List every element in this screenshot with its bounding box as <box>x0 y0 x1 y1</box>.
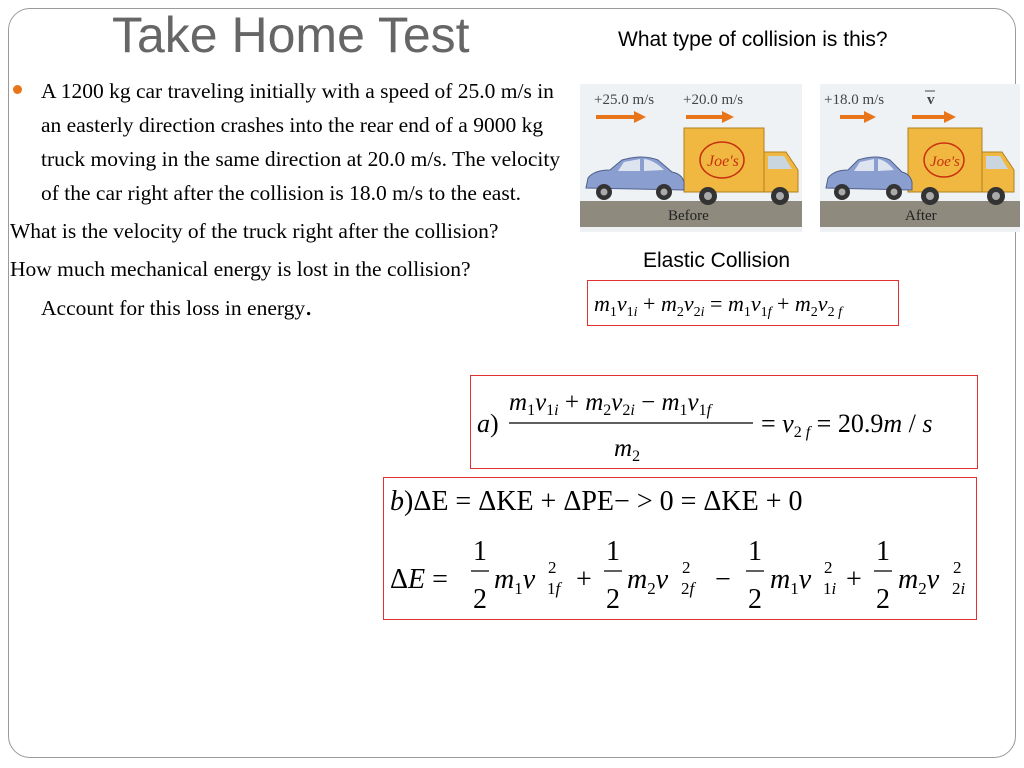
svg-text:1i: 1i <box>823 579 837 598</box>
momentum-equation <box>588 281 900 327</box>
svg-text:m1v1i + m2v2i = m1v1f + m2v2 f: $m_1v_{1i} + m_2v_{2i} = m_1v_{1f} + m_2v_{2 f}$ <box>594 291 842 320</box>
problem-body <box>10 74 570 325</box>
svg-text:1: 1 <box>473 536 487 567</box>
svg-text:m1v: $m_1v$ <box>770 564 812 598</box>
bullet-dot-icon <box>13 85 22 94</box>
svg-text:1f: 1f <box>547 579 561 598</box>
truck-logo-text: Joe's <box>930 154 960 170</box>
problem-statement: A 1200 kg car traveling initially with a speed of 25.0 m/s in an easterly direction crashes into the rear end of a 9000 kg truck moving in the same direction at 20.0 m/s. The velocity of the car right after the collision is 18.0 m/s to the east. <box>41 79 561 205</box>
svg-text:2i: 2i <box>952 579 966 598</box>
before-caption: Before <box>668 208 709 224</box>
question-energy-account-text: Account for this loss in energy <box>41 296 306 320</box>
collision-illustration <box>580 84 1020 232</box>
svg-text:2: 2 <box>548 558 557 577</box>
svg-text:1: 1 <box>606 536 620 567</box>
svg-text:2: 2 <box>953 558 962 577</box>
svg-text:2f: 2f <box>681 579 695 598</box>
after-truck-speed: v <box>927 92 935 108</box>
part-b-equation-box <box>383 477 977 620</box>
part-a-equation <box>471 376 979 470</box>
before-truck-speed: +20.0 m/s <box>683 92 744 108</box>
svg-text:ΔE =: ΔE = <box>390 564 448 595</box>
svg-text:= v2 f = 20.9m / s: = v2 f = 20.9m / s <box>761 409 933 441</box>
svg-text:2: 2 <box>824 558 833 577</box>
svg-text:2: 2 <box>473 584 487 615</box>
part-b-equation <box>384 478 978 621</box>
svg-text:2: 2 <box>682 558 691 577</box>
collision-type-label: Elastic Collision <box>643 249 791 272</box>
truck-logo-text: Joe's <box>707 153 739 170</box>
slide-title: Take Home Test <box>112 7 470 63</box>
before-car-speed: +25.0 m/s <box>594 92 655 108</box>
question-energy-account-period: . <box>305 291 313 322</box>
collision-type-question: What type of collision is this? <box>618 28 888 51</box>
svg-text:+: + <box>846 564 862 595</box>
svg-text:1: 1 <box>748 536 762 567</box>
svg-text:+: + <box>576 564 592 595</box>
svg-text:2: 2 <box>876 584 890 615</box>
collision-diagram <box>580 84 1020 232</box>
svg-text:m1v: $m_1v$ <box>494 564 536 598</box>
question-energy-lost: How much mechanical energy is lost in the collision? <box>10 257 471 281</box>
svg-text:a): a) <box>477 409 499 438</box>
svg-text:m2v: $m_2v$ <box>898 564 940 598</box>
after-panel <box>820 84 1020 232</box>
svg-text:m1v1i + m2v2i − m1v1f: $m_1v_{1i} + m_2v_{2i} - m_1v_{1f}$ <box>509 389 712 419</box>
problem-bullet <box>10 74 570 210</box>
svg-text:b)ΔE = ΔKE + ΔPE− > 0 = ΔKE +: b)ΔE = ΔKE + ΔPE− > 0 = ΔKE + 0 <box>390 486 803 517</box>
svg-text:m2: $m_2$ <box>614 435 641 465</box>
svg-text:2: 2 <box>606 584 620 615</box>
after-caption: After <box>905 208 937 224</box>
svg-text:1: 1 <box>876 536 890 567</box>
svg-text:−: − <box>715 564 731 595</box>
part-a-equation-box <box>470 375 978 469</box>
question-truck-velocity: What is the velocity of the truck right after the collision? <box>10 219 499 243</box>
after-car-speed: +18.0 m/s <box>824 92 885 108</box>
question-energy-account <box>10 290 570 325</box>
svg-text:2: 2 <box>748 584 762 615</box>
momentum-equation-box <box>587 280 899 326</box>
before-panel <box>580 84 802 232</box>
svg-text:m2v: $m_2v$ <box>627 564 669 598</box>
